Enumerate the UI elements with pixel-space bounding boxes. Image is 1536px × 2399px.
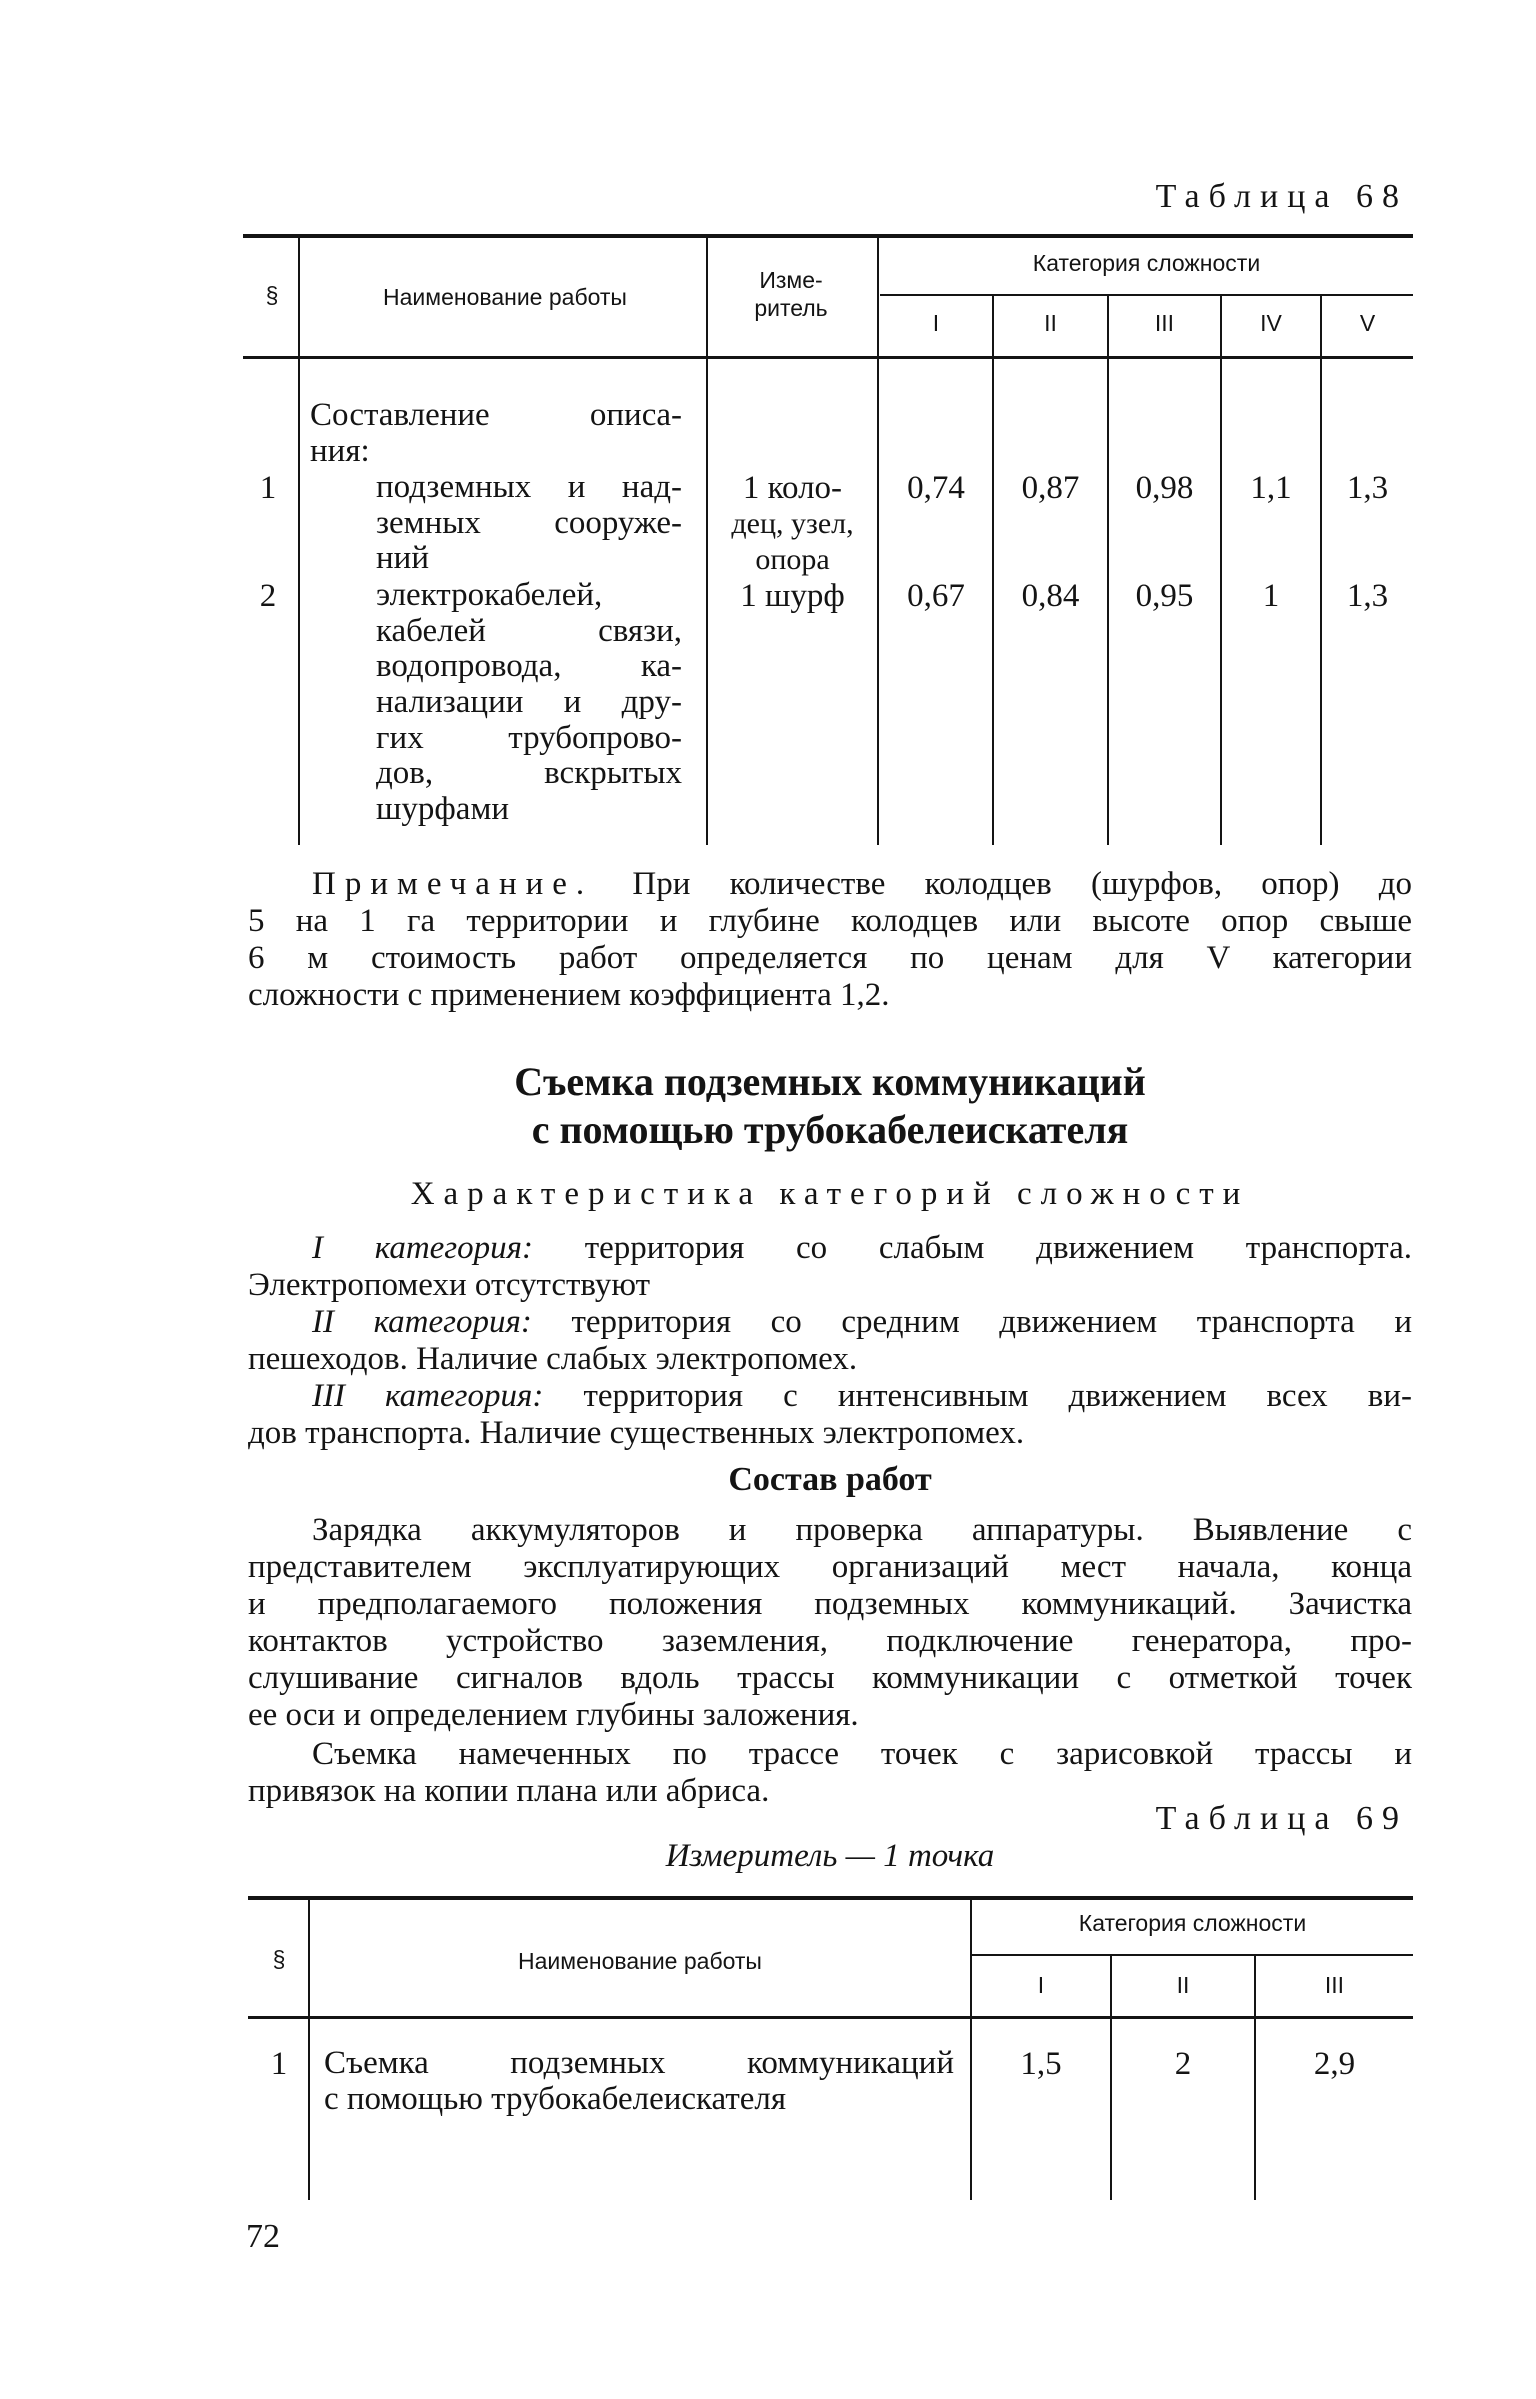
- text-line: контактов устройство заземления, подключение генератора, про-: [248, 1623, 1412, 1659]
- table-68-row-2-measure: 1 шурф: [740, 578, 845, 614]
- table-68-header-category-group: Категория сложности: [1032, 250, 1261, 276]
- category-2-text: территория со средним движением транспорта и: [531, 1304, 1412, 1340]
- text-line: кабелей связи,: [376, 612, 682, 649]
- table-68-col-rule: [298, 238, 300, 845]
- table-68-col-rule: [1220, 296, 1222, 845]
- text-line: водопровода, ка-: [376, 648, 682, 685]
- table-68-caption: Таблица 68: [1155, 178, 1408, 215]
- text-line: ния:: [310, 432, 370, 469]
- table-68-row-1-cat-4: 1,1: [1250, 470, 1292, 506]
- category-2-description: [248, 1304, 1412, 1378]
- table-69-row-1-cat-2: 2: [1174, 2046, 1192, 2082]
- text-line: земных сооруже-: [376, 504, 682, 541]
- table-69-row-1-section: 1: [270, 2046, 288, 2082]
- work-paragraph-2: [248, 1736, 1412, 1810]
- heading-line: с помощью трубокабелеискателя: [531, 1107, 1129, 1152]
- table-69-measure: Измеритель — 1 точка: [665, 1838, 995, 1874]
- text-line: электрокабелей,: [376, 577, 603, 613]
- text-line: Съемка намеченных по трассе точек с зарисовкой трассы и: [312, 1736, 1412, 1772]
- characteristics-list: [248, 1230, 1412, 1452]
- category-3-text: территория с интенсивным движением всех ви-: [543, 1378, 1412, 1414]
- table-69-top-rule: [248, 1896, 1413, 1900]
- text-line: Электропомехи отсутствуют: [248, 1267, 651, 1303]
- heading-line: Съемка подземных коммуникаций: [514, 1059, 1146, 1104]
- characteristics-heading: Характеристика категорий сложности: [410, 1176, 1250, 1212]
- table-69-caption: Таблица 69: [1155, 1800, 1408, 1837]
- table-68-top-rule: [243, 234, 1413, 238]
- table-68-row-2-cat-5: 1,3: [1346, 578, 1389, 614]
- text-line: гих трубопрово-: [376, 719, 682, 756]
- table-68-col-rule: [1107, 296, 1109, 845]
- note-text: При количестве колодцев (шурфов, опор) до: [593, 866, 1412, 902]
- table-68-header-cat-3: III: [1154, 310, 1175, 336]
- table-68-row-2-cat-2: 0,84: [1021, 578, 1080, 614]
- table-68-header-rule: [243, 356, 1413, 359]
- text-line: Съемка подземных коммуникаций: [324, 2045, 954, 2081]
- table-68-group-title: [310, 398, 682, 469]
- table-68-header-name: Наименование работы: [383, 284, 627, 310]
- table-68-col-rule: [877, 238, 879, 845]
- text-line: с помощью трубокабелеискателя: [324, 2080, 787, 2117]
- table-69-header-cat-1: I: [1037, 1972, 1045, 1998]
- table-69-header-section: §: [272, 1946, 286, 1972]
- text-line: дов, вскрытых: [376, 755, 682, 792]
- table-68-row-2-cat-1: 0,67: [907, 578, 965, 614]
- category-3-description: [248, 1378, 1412, 1452]
- table-68-row-2-name: [376, 578, 682, 827]
- page-number: 72: [246, 2218, 280, 2255]
- table-69-col-rule: [308, 1900, 310, 2200]
- text-line: Зарядка аккумуляторов и проверка аппаратуры. Выявление с: [312, 1512, 1412, 1548]
- text-line: [248, 1230, 1412, 1267]
- text-line: 6 м стоимость работ определяется по ценам для V категории: [248, 940, 1412, 976]
- section-heading: [248, 1058, 1412, 1154]
- text-line: дов транспорта. Наличие существенных электропомех.: [248, 1415, 1025, 1451]
- table-68-row-1-section: 1: [259, 470, 277, 506]
- text-line: опора: [755, 543, 830, 576]
- text-line: дец, узел,: [731, 507, 854, 540]
- note-label: Примечание.: [312, 866, 594, 902]
- text-line: [248, 866, 1412, 903]
- table-68-row-2-section: 2: [259, 578, 277, 614]
- table-68-category-rule: [880, 294, 1413, 296]
- text-line: сложности с применением коэффициента 1,2.: [248, 977, 890, 1013]
- table-69-row-1-cat-1: 1,5: [1020, 2046, 1062, 2082]
- table-68-col-rule: [992, 296, 994, 845]
- table-69-row-1-cat-3: 2,9: [1313, 2046, 1356, 2082]
- text-line: пешеходов. Наличие слабых электропомех.: [248, 1341, 858, 1377]
- text-line: слушивание сигналов вдоль трассы коммуникации с отметкой точек: [248, 1660, 1412, 1696]
- table-68-row-1-cat-3: 0,98: [1135, 470, 1194, 506]
- text-line: привязок на копии плана или абриса.: [248, 1773, 770, 1809]
- text-line: [248, 1304, 1412, 1341]
- table-69-header-rule: [248, 2016, 1413, 2019]
- table-68-header-cat-2: II: [1044, 310, 1057, 336]
- text-line: ний: [376, 540, 429, 577]
- category-2-label: II категория:: [312, 1304, 532, 1340]
- table-68-header-cat-4: IV: [1260, 310, 1282, 336]
- table-68-header-cat-1: I: [932, 310, 940, 336]
- work-paragraph-1: [248, 1512, 1412, 1734]
- table-68-row-1-cat-5: 1,3: [1346, 470, 1389, 506]
- table-68-row-1-measure: [708, 470, 877, 578]
- text-line: [248, 1378, 1412, 1415]
- category-1-description: [248, 1230, 1412, 1304]
- table-68-col-rule: [1320, 296, 1322, 845]
- category-1-text: территория со слабым движением транспорта.: [533, 1230, 1412, 1266]
- table-68-header-section: §: [265, 282, 279, 308]
- category-3-label: III категория:: [312, 1378, 544, 1414]
- table-68-row-2-cat-4: 1: [1262, 578, 1280, 614]
- table-68-row-2-cat-3: 0,95: [1135, 578, 1194, 614]
- table-69-category-rule: [972, 1954, 1413, 1956]
- table-68-row-1-cat-2: 0,87: [1021, 470, 1080, 506]
- table-68-note: [248, 866, 1412, 1014]
- table-69-header-name: Наименование работы: [518, 1948, 762, 1974]
- text-line: и предполагаемого положения подземных коммуникаций. Зачистка: [248, 1586, 1412, 1622]
- table-68-row-1-cat-1: 0,74: [907, 470, 965, 506]
- table-68-row-1-name: [376, 470, 682, 577]
- text-line: нализации и дру-: [376, 683, 682, 720]
- table-68-header-cat-5: V: [1359, 310, 1376, 336]
- text-line: 1 коло-: [742, 470, 843, 506]
- text-line: представителем эксплуатирующих организаций мест начала, конца: [248, 1549, 1412, 1585]
- table-69-header-category-group: Категория сложности: [1078, 1910, 1307, 1936]
- table-68-header-measure: Изме-ритель: [754, 267, 828, 321]
- text-line: ее оси и определением глубины заложения.: [248, 1697, 859, 1733]
- text-line: подземных и над-: [376, 469, 682, 505]
- text-line: 5 на 1 га территории и глубине колодцев или высоте опор свыше: [248, 903, 1412, 939]
- work-heading: Состав работ: [728, 1461, 932, 1498]
- text-line: шурфами: [376, 790, 509, 827]
- table-69-header-cat-2: II: [1176, 1972, 1190, 1998]
- text-line: Составление опиcа-: [310, 397, 682, 433]
- table-69-row-1-name: [324, 2046, 954, 2117]
- category-1-label: I категория:: [312, 1230, 533, 1266]
- table-69-header-cat-3: III: [1324, 1972, 1345, 1998]
